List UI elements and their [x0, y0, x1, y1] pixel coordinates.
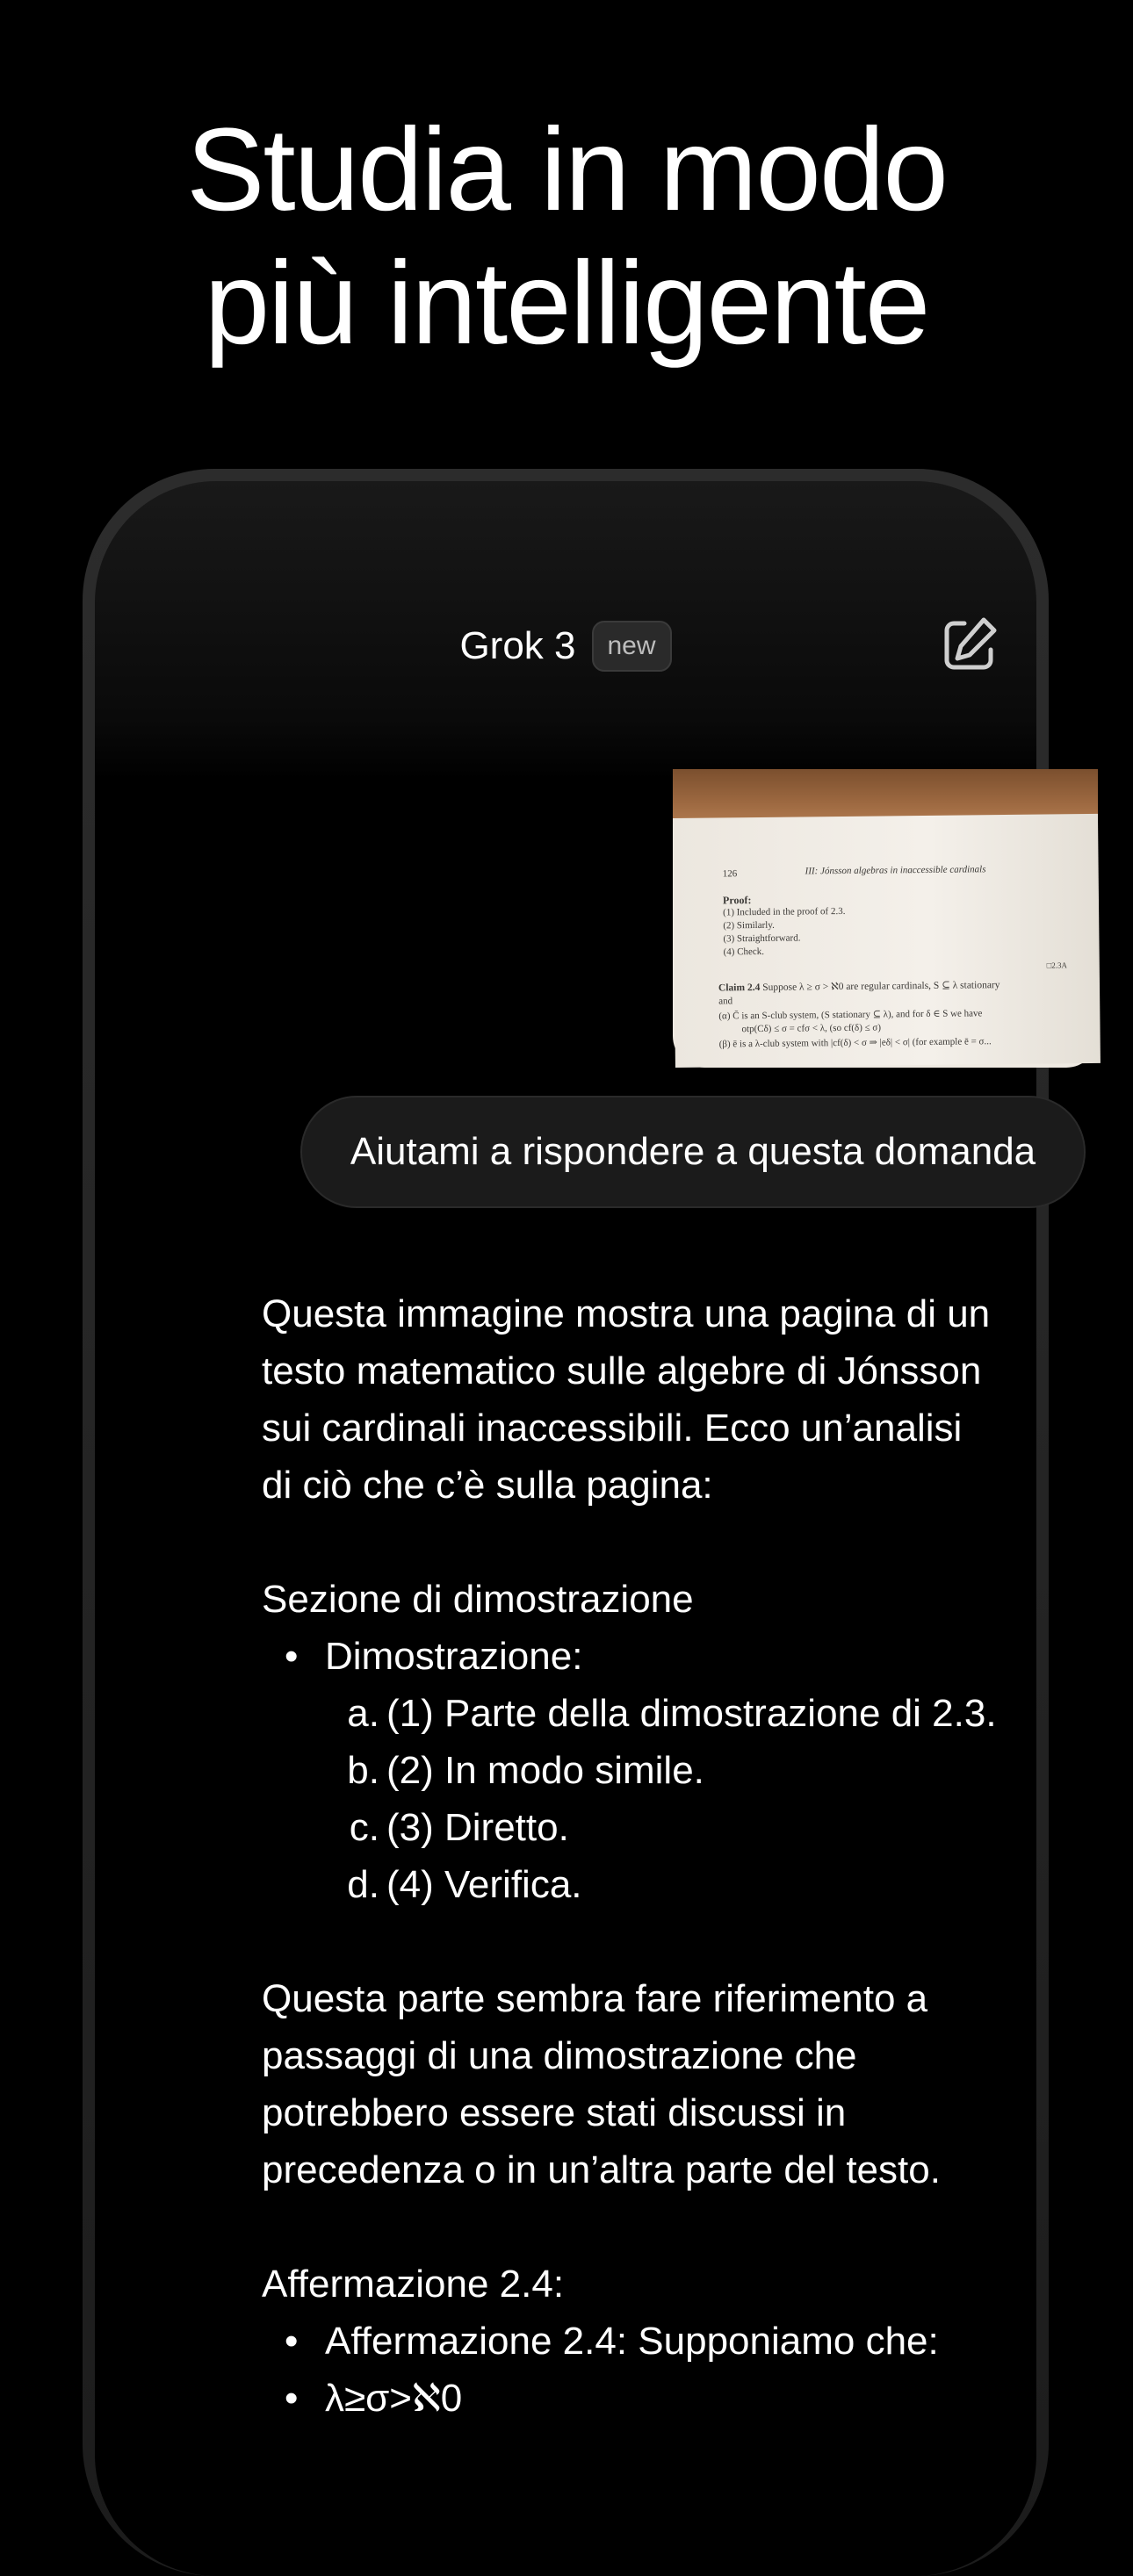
section-title-proof: Sezione di dimostrazione [262, 1578, 694, 1621]
claim-label: Claim 2.4 [718, 982, 761, 994]
alpha-line: (α) C̄ is an S-club system, (S stationary ⊆ λ), and for δ ∈ S we have [718, 1008, 983, 1022]
headline-line-1: Studia in modo [186, 104, 947, 235]
proof-label: Proof: [722, 894, 752, 907]
response-line: Questa parte sembra fare riferimento a [262, 1977, 928, 2020]
paragraph-gap [262, 2198, 1035, 2256]
claim-and: and [718, 996, 733, 1007]
proof-line: (4) Check. [723, 946, 765, 958]
response-line: sui cardinali inaccessibili. Ecco un’analisi [262, 1407, 963, 1450]
assistant-response [262, 1285, 1035, 2427]
list-item [262, 1799, 1035, 1856]
proof-line: (1) Included in the proof of 2.3. [723, 905, 846, 918]
response-line: potrebbero essere stati discussi in [262, 2091, 847, 2134]
new-badge: new [592, 621, 672, 672]
list-item-label: a. [347, 1692, 379, 1735]
response-line: testo matematico sulle algebre di Jónsson [262, 1349, 982, 1392]
list-item-text: (1) Parte della dimostrazione di 2.3. [386, 1692, 997, 1735]
phone-frame [83, 469, 1068, 2576]
attached-photo[interactable] [673, 769, 1098, 1068]
headline [0, 104, 1133, 371]
user-message-text: Aiutami a rispondere a questa domanda [350, 1130, 1036, 1173]
list-item-label: b. [347, 1749, 379, 1792]
list-item-text: (2) In modo simile. [386, 1749, 704, 1792]
model-name: Grok 3 [459, 624, 576, 667]
list-item-label: c. [349, 1806, 379, 1849]
response-line: Questa immagine mostra una pagina di un [262, 1292, 991, 1335]
list-item-label: d. [347, 1863, 379, 1906]
paragraph-gap [262, 1913, 1035, 1970]
beta-line: (β) ē is a λ-club system with |cf(δ) < σ ⇒ |eδ| < σ| (for example ē = σ... [718, 1036, 992, 1050]
bullet-item: • λ≥σ>ℵ0 [262, 2370, 1035, 2427]
response-line: passaggi di una dimostrazione che [262, 2034, 857, 2077]
response-line: precedenza o in un’altra parte del testo. [262, 2148, 941, 2191]
list-item-text: (3) Diretto. [386, 1806, 569, 1849]
proof-line: (3) Straightforward. [723, 932, 801, 945]
edit-compose-icon[interactable] [938, 613, 1001, 676]
paragraph-gap [262, 1514, 1035, 1571]
user-message-bubble [300, 1096, 1086, 1208]
photo-book-page [673, 814, 1101, 1068]
bullet-item: • Affermazione 2.4: Supponiamo che: [262, 2313, 1035, 2370]
alpha-continuation: otp(Cδ) ≤ σ = cfσ < λ, (so cf(δ) ≤ σ) [741, 1022, 882, 1035]
response-line: di ciò che c’è sulla pagina: [262, 1464, 713, 1507]
claim-text: Suppose λ ≥ σ > ℵ0 are regular cardinals, S ⊆ λ stationary [762, 980, 1000, 993]
section-title-claim: Affermazione 2.4: [262, 2263, 565, 2306]
claim-line [718, 980, 1000, 994]
bullet-item: • Dimostrazione: [262, 1628, 1035, 1685]
headline-line-2: più intelligente [204, 238, 929, 369]
page-number: 126 [722, 868, 738, 880]
qed-mark: □2.3A [1046, 961, 1068, 970]
list-item [262, 1685, 1035, 1742]
running-head: III: Jónsson algebras in inaccessible cardinals [805, 864, 986, 877]
chat-header [95, 620, 1036, 673]
phone-screen [95, 481, 1068, 2576]
proof-line: (2) Similarly. [723, 919, 775, 932]
list-item-text: (4) Verifica. [386, 1863, 582, 1906]
list-item [262, 1742, 1035, 1799]
model-selector[interactable] [95, 620, 1036, 673]
list-item [262, 1856, 1035, 1913]
